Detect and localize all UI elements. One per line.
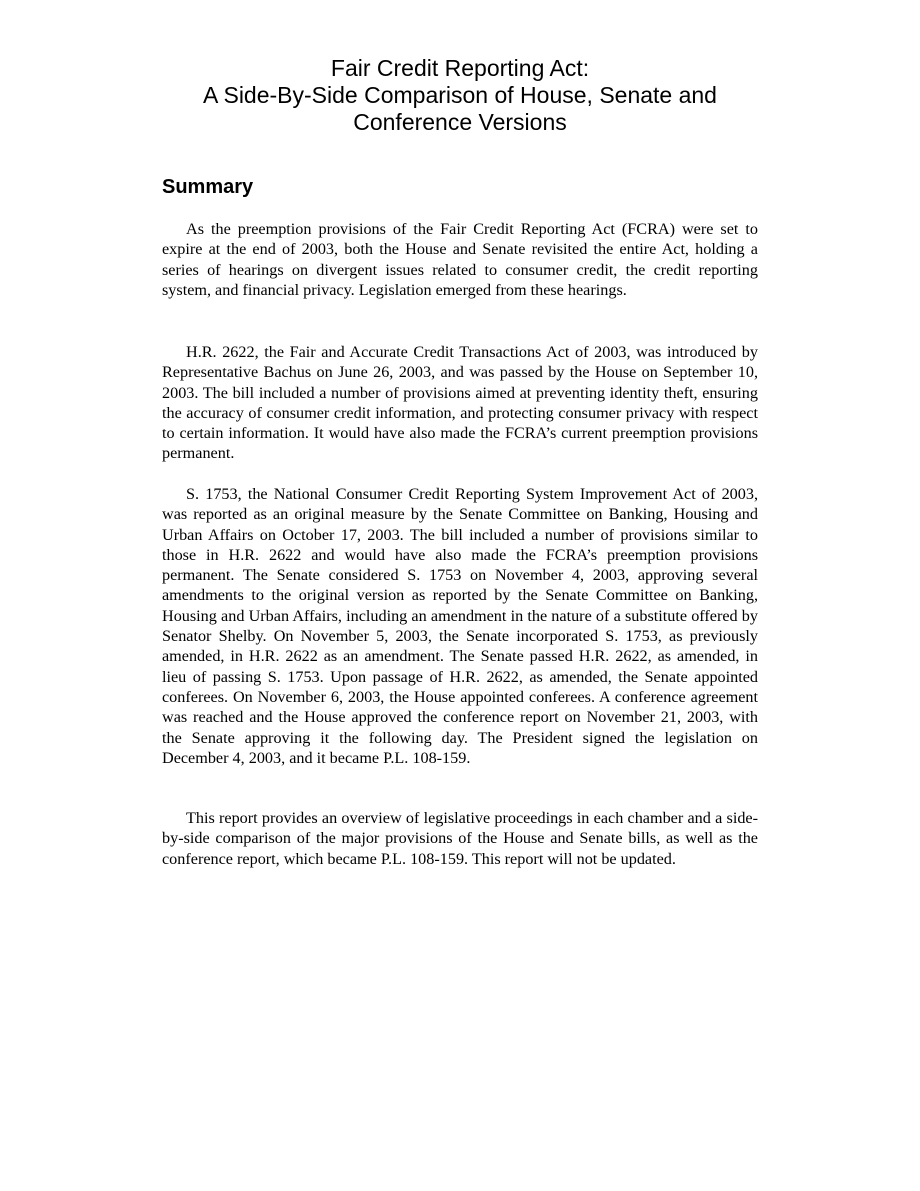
title-line-1: Fair Credit Reporting Act: <box>330 55 590 81</box>
document-title <box>0 55 920 136</box>
summary-paragraph-3-block <box>162 484 758 768</box>
summary-paragraph-2-block <box>162 342 758 464</box>
summary-paragraph-2: H.R. 2622, the Fair and Accurate Credit Transactions Act of 2003, was introduced by Representative Bachus on June 26, 2003, and was passed by the House on September 10, 2003. The bill included a number of provisions aimed at preventing identity theft, ensuring the accuracy of consumer credit information, and protecting consumer privacy with respect to certain information. It would have also made the FCRA’s current preemption provisions permanent. <box>162 343 758 463</box>
summary-paragraph-3: S. 1753, the National Consumer Credit Reporting System Improvement Act of 2003, was reported as an original measure by the Senate Committee on Banking, Housing and Urban Affairs on October 17, 2003. The bill included a number of provisions similar to those in H.R. 2622 and would have also made the FCRA’s preemption provisions permanent. The Senate considered S. 1753 on November 4, 2003, approving several amendments to the original version as reported by the Senate Committee on Banking, Housing and Urban Affairs, including an amendment in the nature of a substitute offered by Senator Shelby. On November 5, 2003, the Senate incorporated S. 1753, as previously amended, in H.R. 2622 as an amendment. The Senate passed H.R. 2622, as amended, in lieu of passing S. 1753. Upon passage of H.R. 2622, as amended, the Senate appointed conferees. On November 6, 2003, the House appointed conferees. A conference agreement was reached and the House approved the conference report on November 21, 2003, with the Senate approving it the following day. The President signed the legislation on December 4, 2003, and it became P.L. 108-159. <box>162 485 758 767</box>
section-heading-summary: Summary <box>162 176 254 198</box>
summary-paragraph-1-block <box>162 219 758 300</box>
summary-paragraph-1: As the preemption provisions of the Fair Credit Reporting Act (FCRA) were set to expire at the end of 2003, both the House and Senate revisited the entire Act, holding a series of hearings on divergent issues related to consumer credit, the credit reporting system, and financial privacy. Legislation emerged from these hearings. <box>162 220 758 299</box>
title-line-3: Conference Versions <box>353 109 567 135</box>
title-line-2: A Side-By-Side Comparison of House, Senate and <box>203 82 717 108</box>
summary-paragraph-4: This report provides an overview of legislative proceedings in each chamber and a side-by-side comparison of the major provisions of the House and Senate bills, as well as the conference report, which became P.L. 108-159. This report will not be updated. <box>162 809 758 868</box>
summary-paragraph-4-block <box>162 808 758 869</box>
